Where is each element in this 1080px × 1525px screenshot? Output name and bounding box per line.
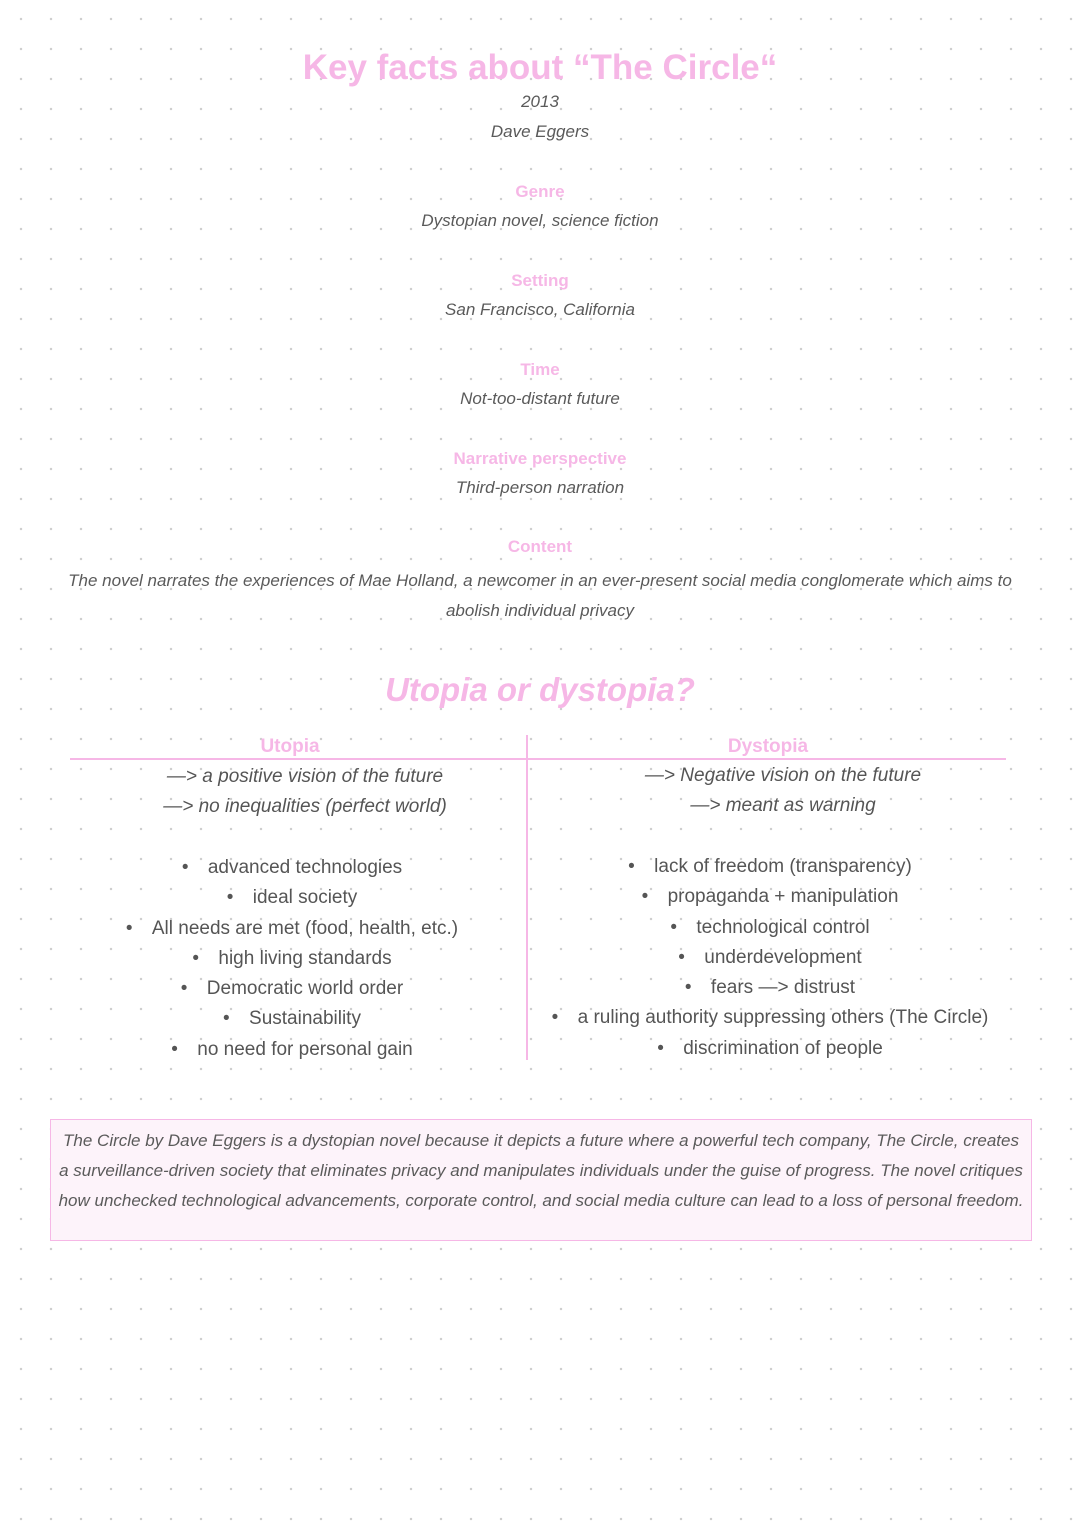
content-heading: Content (507, 537, 573, 556)
time-value: Not-too-distant future (460, 389, 620, 408)
dystopia-arrow: —> Negative vision on the future (644, 765, 922, 786)
publication-year: 2013 (521, 92, 559, 111)
list-item: • Sustainability (70, 1004, 540, 1034)
content-text: The novel narrates the experiences of Mae Holland, a newcomer in an ever-present social media conglomerate which aims to abolish individual privacy (68, 571, 1012, 620)
page-title: Key facts about “The Circle“ (302, 48, 778, 87)
dystopia-heading: Dystopia (727, 736, 809, 757)
list-item: • lack of freedom (transparency) (528, 852, 1038, 882)
bullet-icon: • (223, 1008, 230, 1030)
bullet-icon: • (226, 887, 234, 909)
list-item: • propaganda + manipulation (528, 882, 1038, 912)
dystopia-underline (528, 758, 1006, 760)
author-name: Dave Eggers (490, 122, 590, 141)
list-item: • technological control (528, 913, 1038, 943)
utopia-column (70, 762, 540, 822)
utopia-list (70, 853, 540, 1065)
list-item: • high living standards (70, 944, 540, 974)
genre-heading: Genre (515, 182, 565, 201)
utopia-underline (70, 758, 526, 760)
bullet-icon: • (641, 886, 649, 908)
setting-heading: Setting (511, 271, 569, 290)
time-heading: Time (520, 360, 560, 379)
list-item: • All needs are met (food, health, etc.) (70, 914, 540, 944)
list-item: • a ruling authority suppressing others (The Circle) (528, 1003, 1038, 1033)
dystopia-arrow: —> meant as warning (690, 795, 876, 816)
bullet-icon: • (192, 947, 200, 969)
bullet-icon: • (171, 1038, 178, 1060)
dystopia-list-wrap (528, 852, 1038, 1064)
utopia-arrow: —> a positive vision of the future (166, 766, 444, 787)
dystopia-column (528, 761, 1038, 821)
genre-value: Dystopian novel, science fiction (421, 211, 659, 230)
bullet-icon: • (678, 946, 685, 968)
list-item: • no need for personal gain (70, 1035, 540, 1065)
narrative-heading: Narrative perspective (453, 449, 627, 468)
list-item: • ideal society (70, 883, 540, 913)
list-item: • fears —> distrust (528, 973, 1038, 1003)
bullet-icon: • (670, 916, 678, 938)
summary-box: The Circle by Dave Eggers is a dystopian novel because it depicts a future where a powerful tech company, The Circle, creates a surveillance-driven society that eliminates privacy and manipulates individuals under the guise of progress. The novel critiques how unchecked technological advancements, corporate control, and social media culture can lead to a loss of personal freedom. (50, 1119, 1032, 1241)
utopia-heading: Utopia (260, 736, 320, 757)
utopia-list-wrap (70, 853, 540, 1065)
section-title: Utopia or dystopia? (385, 671, 695, 708)
bullet-icon: • (181, 857, 189, 878)
narrative-value: Third-person narration (455, 478, 625, 497)
bullet-icon: • (551, 1007, 559, 1029)
dystopia-list (528, 852, 1038, 1064)
setting-value: San Francisco, California (445, 300, 635, 319)
list-item: • discrimination of people (528, 1034, 1038, 1064)
bullet-icon: • (684, 977, 692, 999)
bullet-icon: • (180, 978, 188, 1000)
list-item: • advanced technologies (70, 853, 540, 883)
bullet-icon: • (657, 1037, 664, 1059)
list-item: • underdevelopment (528, 943, 1038, 973)
utopia-arrow: —> no inequalities (perfect world) (163, 796, 447, 817)
list-item: • Democratic world order (70, 974, 540, 1004)
bullet-icon: • (125, 917, 133, 939)
bullet-icon: • (628, 856, 635, 877)
